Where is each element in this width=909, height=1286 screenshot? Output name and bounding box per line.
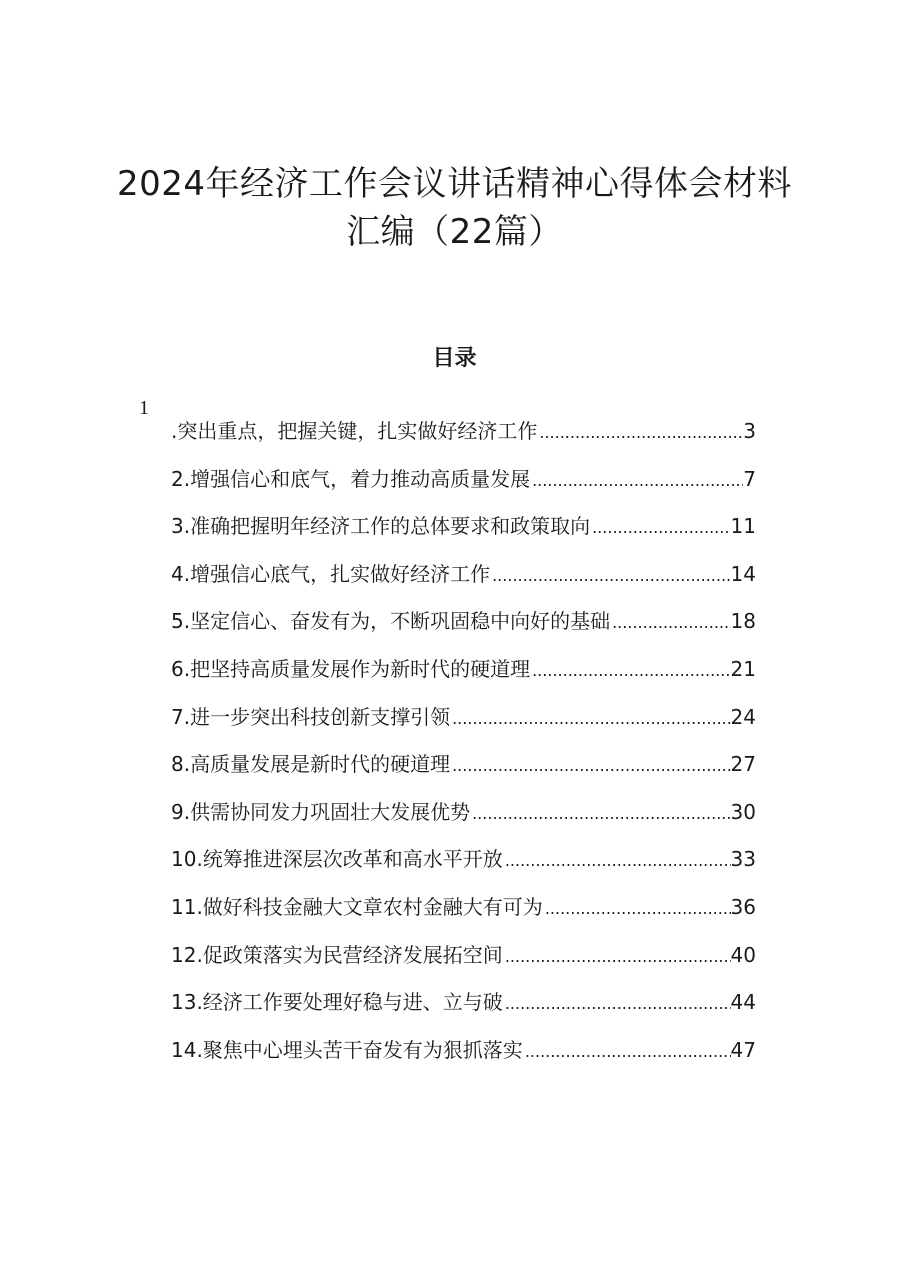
toc-entry-4[interactable] <box>171 551 756 599</box>
toc-dot-leader <box>590 504 730 552</box>
toc-entry-page: 30 <box>730 799 756 824</box>
toc-entry-page: 24 <box>730 704 756 729</box>
toc-entry-8[interactable] <box>171 741 756 789</box>
toc-entry-2[interactable] <box>171 456 756 504</box>
toc-entry-page: 44 <box>730 990 756 1015</box>
toc-entry-title: 9.供需协同发力巩固壮大发展优势 <box>171 799 471 824</box>
toc-entry-title: 14.聚焦中心埋头苦干奋发有为狠抓落实 <box>171 1037 523 1062</box>
toc-dot-leader <box>530 457 743 505</box>
toc-entry-title: 11.做好科技金融大文章农村金融大有可为 <box>171 894 543 919</box>
toc-entry-9[interactable] <box>171 789 756 837</box>
toc-dot-leader <box>523 1028 731 1076</box>
toc-dot-leader <box>543 885 731 933</box>
toc-entry-page: 40 <box>730 942 756 967</box>
toc-entry-title: 4.增强信心底气，扎实做好经济工作 <box>171 561 491 586</box>
toc-entry-title: 2.增强信心和底气，着力推动高质量发展 <box>171 466 531 491</box>
table-of-contents <box>171 408 756 1074</box>
toc-dot-leader <box>503 980 731 1028</box>
toc-entry-page: 21 <box>730 656 756 681</box>
toc-entry-title: .突出重点，把握关键，扎实做好经济工作 <box>171 419 538 443</box>
toc-entry-page: 18 <box>730 609 756 634</box>
toc-entry-14[interactable] <box>171 1027 756 1075</box>
toc-entry-10[interactable] <box>171 836 756 884</box>
toc-entry-title: 13.经济工作要处理好稳与进、立与破 <box>171 990 503 1015</box>
toc-dot-leader <box>450 742 730 790</box>
toc-entry-title: 10.统筹推进深层次改革和高水平开放 <box>171 847 503 872</box>
toc-entry-page: 27 <box>730 752 756 777</box>
toc-dot-leader <box>503 837 731 885</box>
toc-dot-leader <box>450 695 730 743</box>
toc-entry-13[interactable] <box>171 979 756 1027</box>
document-title <box>0 160 909 256</box>
toc-dot-leader <box>537 409 743 457</box>
toc-entry-title: 12.促政策落实为民营经济发展拓空间 <box>171 942 503 967</box>
toc-section-marker: 1 <box>139 397 149 419</box>
toc-heading: 目录 <box>432 345 477 371</box>
toc-entry-page: 3 <box>743 419 756 443</box>
toc-dot-leader <box>530 647 730 695</box>
toc-dot-leader <box>610 599 730 647</box>
toc-entry-page: 14 <box>730 561 756 586</box>
toc-dot-leader <box>470 790 730 838</box>
toc-entry-page: 7 <box>743 466 756 491</box>
toc-entry-page: 33 <box>730 847 756 872</box>
toc-entry-page: 47 <box>730 1037 756 1062</box>
toc-entry-page: 11 <box>730 514 756 539</box>
document-title-line-1: 2024年经济工作会议讲话精神心得体会材料 <box>116 164 793 204</box>
document-title-line-2: 汇编（22篇） <box>346 212 563 252</box>
toc-entry-title: 3.准确把握明年经济工作的总体要求和政策取向 <box>171 514 591 539</box>
toc-entry-3[interactable] <box>171 503 756 551</box>
toc-entry-page: 36 <box>730 894 756 919</box>
toc-entry-1[interactable] <box>171 408 756 456</box>
toc-dot-leader <box>490 552 730 600</box>
toc-entry-7[interactable] <box>171 694 756 742</box>
toc-dot-leader <box>503 933 731 981</box>
toc-entry-11[interactable] <box>171 884 756 932</box>
toc-entry-6[interactable] <box>171 646 756 694</box>
toc-entry-title: 7.进一步突出科技创新支撑引领 <box>171 704 451 729</box>
toc-entry-title: 6.把坚持高质量发展作为新时代的硬道理 <box>171 656 531 681</box>
toc-entry-title: 8.高质量发展是新时代的硬道理 <box>171 752 451 777</box>
toc-entry-title: 5.坚定信心、奋发有为，不断巩固稳中向好的基础 <box>171 609 611 634</box>
toc-entry-5[interactable] <box>171 598 756 646</box>
toc-entry-12[interactable] <box>171 932 756 980</box>
